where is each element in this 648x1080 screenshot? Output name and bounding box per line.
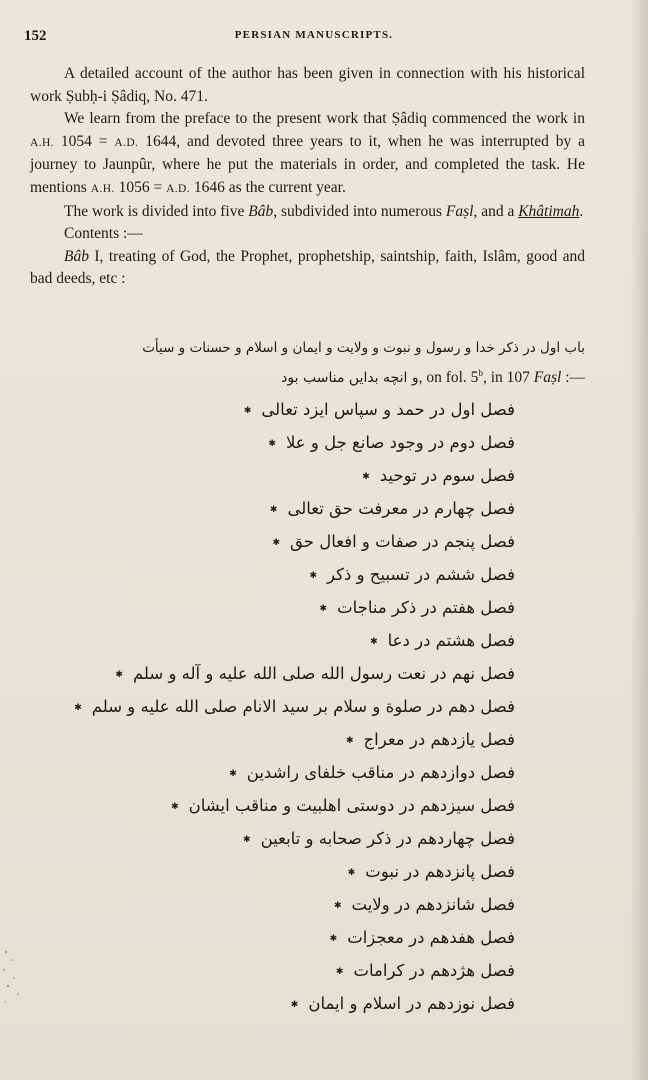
star-icon: ✱ xyxy=(333,900,342,911)
fasl-item-text: فصل پنجم در صفات و افعال حق xyxy=(290,532,515,551)
text-run: I, treating of God, the Prophet, prophetship, saintship, faith, Islâm, good and bad deeds, etc : xyxy=(30,247,585,288)
star-icon: ✱ xyxy=(229,768,237,779)
fasl-item xyxy=(90,626,515,659)
fasl-item-text: فصل شانزدهم در ولایت xyxy=(351,895,515,914)
era-ad: A.D. xyxy=(114,136,139,149)
star-icon: ✱ xyxy=(115,669,123,680)
persian-heading-line-2 xyxy=(30,368,585,392)
star-icon: ✱ xyxy=(243,834,251,845)
paragraph-contents: Contents :— xyxy=(64,225,143,243)
fasl-item-text: فصل ششم در تسبیح و ذکر xyxy=(327,565,515,584)
page-edge-shadow xyxy=(630,0,648,1080)
fasl-item xyxy=(90,989,515,1022)
text-run: 1054 = xyxy=(53,132,115,150)
star-icon: ✱ xyxy=(272,537,281,548)
persian-phrase: و انچه بدایں مناسب بود xyxy=(281,370,419,387)
fasl-item-text: فصل هژدهم در کرامات xyxy=(353,961,515,980)
page-number: 152 xyxy=(24,28,47,44)
fasl-item-text: فصل پانزدهم در نبوت xyxy=(365,862,515,881)
text-run: , subdivided into numerous xyxy=(273,202,446,220)
text-run: :— xyxy=(561,369,585,387)
text-run: We learn from the preface to the present work that Ṣâdiq commenced the work in xyxy=(64,110,585,128)
fasl-item-text: فصل هفتم در ذکر مناجات xyxy=(337,598,515,617)
star-icon: ✱ xyxy=(319,603,328,614)
fasl-item xyxy=(90,560,515,593)
fasl-item-text: فصل سوم در توحید xyxy=(379,466,515,485)
fasl-item-text: فصل دوم در وجود صانع جل و علا xyxy=(285,433,515,452)
paragraph-author: A detailed account of the author has been given in connection with his historical work Ṣubḥ-i Ṣâdiq, No. 471. xyxy=(30,65,585,105)
term-bab: Bâb xyxy=(64,247,89,265)
term-bab: Bâb xyxy=(248,202,274,220)
fasl-item xyxy=(90,956,515,989)
page-header xyxy=(24,28,604,50)
fasl-item xyxy=(90,824,515,857)
star-icon: ✱ xyxy=(171,801,179,812)
fasl-item xyxy=(90,659,515,692)
fasl-item xyxy=(90,758,515,791)
fasl-item xyxy=(90,461,515,494)
fasl-item-text: فصل نوزدهم در اسلام و ایمان xyxy=(308,994,515,1013)
running-head: PERSIAN MANUSCRIPTS. xyxy=(234,29,394,41)
fasl-item xyxy=(90,857,515,890)
star-icon: ✱ xyxy=(290,999,299,1010)
folio-side: b xyxy=(478,368,483,378)
text-run: 1056 = xyxy=(114,178,167,196)
star-icon: ✱ xyxy=(370,636,378,647)
fasl-item xyxy=(90,527,515,560)
text-run: . xyxy=(579,202,584,220)
text-run: , in 107 xyxy=(482,369,534,387)
star-icon: ✱ xyxy=(345,735,354,746)
fasl-item xyxy=(90,725,515,758)
fasl-item-text: فصل هفدهم در معجزات xyxy=(347,928,515,947)
star-icon: ✱ xyxy=(335,966,344,977)
fasl-item-text: فصل چهارم در معرفت حق تعالی xyxy=(287,499,515,518)
fasl-item-text: فصل سیزدهم در دوستی اهلبیت و مناقب ایشان xyxy=(188,796,515,815)
star-icon: ✱ xyxy=(268,438,276,449)
text-run: , on fol. 5 xyxy=(418,369,479,387)
star-icon: ✱ xyxy=(309,570,318,581)
text-run: 1644, and devoted three years to it, when he was interrupted by a journey to Jaunpûr, where he put the materials in order, and completed the task. He mentions xyxy=(30,132,586,196)
fasl-item xyxy=(90,923,515,956)
era-ah: A.H. xyxy=(90,182,115,195)
fasl-item xyxy=(90,494,515,527)
paragraph-bab-one xyxy=(30,246,585,291)
fasl-item xyxy=(90,395,515,428)
fasl-item-text: فصل هشتم در دعا xyxy=(387,631,515,650)
fasl-item xyxy=(90,791,515,824)
term-fasl: Faṣl xyxy=(445,202,474,220)
term-fasl: Faṣl xyxy=(533,369,562,387)
star-icon: ✱ xyxy=(269,504,278,515)
fasl-list xyxy=(74,395,515,1022)
fasl-item-text: فصل دوازدهم در مناقب خلفای راشدین xyxy=(246,763,515,782)
body-text xyxy=(30,63,585,291)
fasl-item-text: فصل یازدهم در معراج xyxy=(363,730,515,749)
era-ah: A.H. xyxy=(30,136,54,149)
fasl-item-text: فصل نهم در نعت رسول الله صلی الله علیه و آله و سلم xyxy=(132,664,515,683)
fasl-item-text: فصل دهم در صلوة و سلام بر سید الانام صلی الله علیه و سلم xyxy=(91,697,515,716)
fasl-item xyxy=(74,692,515,725)
text-run: 1646 as the current year. xyxy=(190,178,346,196)
text-run: The work is divided into five xyxy=(64,202,249,220)
star-icon: ✱ xyxy=(74,702,82,713)
star-icon: ✱ xyxy=(362,471,370,482)
term-khatimah: Khâtimah xyxy=(518,202,580,220)
fasl-item xyxy=(90,428,515,461)
paragraph-divisions xyxy=(30,201,585,224)
fasl-item-text: فصل اول در حمد و سپاس ایزد تعالی xyxy=(261,400,515,419)
star-icon: ✱ xyxy=(329,933,338,944)
persian-heading-line-1: باب اول در ذکر خدا و رسول و نبوت و ولایت و ایمان و اسلام و حسنات و سیأت xyxy=(142,340,585,356)
fasl-item-text: فصل چهاردهم در ذکر صحابه و تابعین xyxy=(260,829,515,848)
text-run: , and a xyxy=(473,202,519,220)
star-icon: ✱ xyxy=(243,405,252,416)
paragraph-preface xyxy=(30,108,585,200)
fasl-item xyxy=(90,890,515,923)
paper-specks xyxy=(0,940,30,1080)
star-icon: ✱ xyxy=(347,867,356,878)
fasl-item xyxy=(90,593,515,626)
era-ad: A.D. xyxy=(166,182,191,195)
